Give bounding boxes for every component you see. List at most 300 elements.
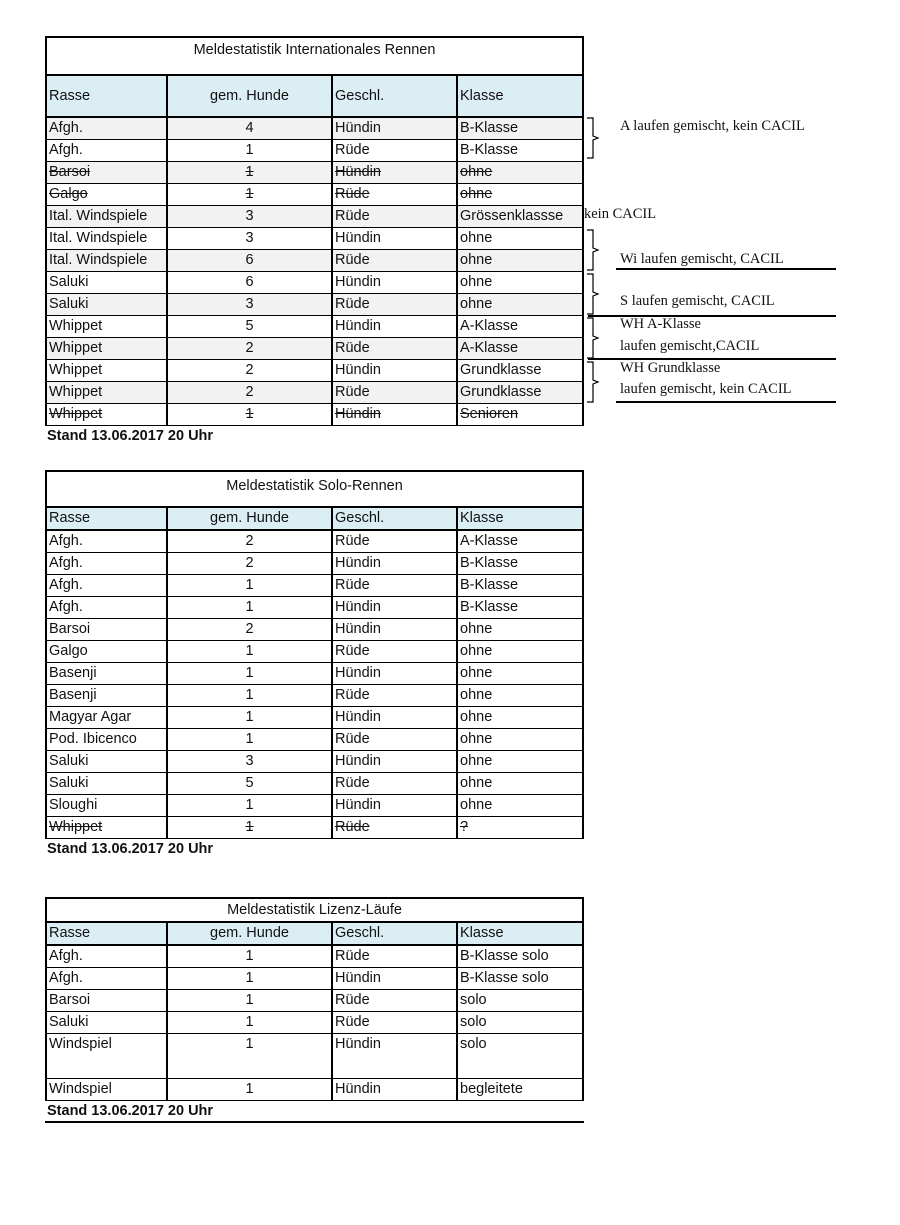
cell-klasse-text: Grundklasse	[460, 362, 542, 378]
cell-geschl-text: Hündin	[335, 555, 381, 571]
table-lizenz	[45, 897, 584, 1101]
cell-rasse	[46, 945, 167, 968]
cell-anzahl	[167, 751, 332, 773]
table-row	[46, 360, 583, 382]
cell-anzahl-text: 1	[245, 665, 254, 681]
cell-klasse-text: A-Klasse	[460, 533, 519, 549]
cell-anzahl	[167, 707, 332, 729]
divider	[616, 268, 836, 270]
cell-rasse	[46, 316, 167, 338]
cell-rasse	[46, 773, 167, 795]
cell-klasse	[457, 641, 583, 663]
cell-rasse	[46, 294, 167, 316]
table-row	[46, 272, 583, 294]
cell-rasse	[46, 272, 167, 294]
cell-klasse-text: B-Klasse	[460, 142, 519, 158]
cell-rasse	[46, 619, 167, 641]
cell-geschl	[332, 1034, 457, 1079]
cell-klasse	[457, 272, 583, 294]
table-row	[46, 404, 583, 426]
cell-rasse-text: Saluki	[49, 296, 89, 312]
cell-klasse-text: Grössenklassse	[460, 208, 564, 224]
cell-geschl-text: Rüde	[335, 775, 370, 791]
cell-klasse	[457, 294, 583, 316]
cell-rasse-text: Whippet	[49, 406, 103, 422]
cell-klasse	[457, 968, 583, 990]
cell-klasse	[457, 663, 583, 685]
table-row	[46, 990, 583, 1012]
cell-geschl	[332, 751, 457, 773]
note-saluki: S laufen gemischt, CACIL	[620, 293, 775, 309]
cell-geschl-text: Hündin	[335, 406, 381, 422]
cell-anzahl	[167, 117, 332, 140]
table-row	[46, 250, 583, 272]
cell-klasse	[457, 597, 583, 619]
cell-geschl	[332, 117, 457, 140]
cell-klasse	[457, 117, 583, 140]
cell-klasse	[457, 250, 583, 272]
cell-klasse	[457, 751, 583, 773]
cell-anzahl-text: 1	[245, 142, 254, 158]
cell-anzahl	[167, 184, 332, 206]
cell-rasse	[46, 663, 167, 685]
cell-klasse-text: Senioren	[460, 406, 519, 422]
column-header: gem. Hunde	[167, 75, 332, 117]
cell-rasse	[46, 140, 167, 162]
table-row	[46, 117, 583, 140]
cell-anzahl-text: 1	[245, 819, 254, 835]
cell-klasse-text: B-Klasse	[460, 599, 519, 615]
cell-rasse-text: Whippet	[49, 318, 103, 334]
cell-geschl	[332, 530, 457, 553]
cell-geschl	[332, 817, 457, 839]
cell-geschl-text: Rüde	[335, 533, 370, 549]
table-solo-container	[45, 470, 582, 859]
cell-anzahl	[167, 968, 332, 990]
cell-anzahl-text: 1	[245, 164, 254, 180]
cell-klasse-text: ohne	[460, 230, 493, 246]
cell-klasse-text: Grundklasse	[460, 384, 542, 400]
cell-geschl	[332, 685, 457, 707]
cell-geschl-text: Hündin	[335, 970, 381, 986]
note-ital-groesse: kein CACIL	[584, 206, 657, 222]
cell-anzahl	[167, 597, 332, 619]
cell-klasse-text: ohne	[460, 621, 493, 637]
table-row	[46, 1012, 583, 1034]
cell-geschl	[332, 663, 457, 685]
table-row	[46, 817, 583, 839]
cell-rasse	[46, 729, 167, 751]
column-header: Rasse	[46, 507, 167, 530]
cell-geschl-text: Hündin	[335, 621, 381, 637]
cell-rasse	[46, 117, 167, 140]
cell-anzahl-text: 1	[245, 599, 254, 615]
cell-rasse	[46, 968, 167, 990]
cell-rasse-text: Pod. Ibicenco	[49, 731, 137, 747]
cell-geschl	[332, 597, 457, 619]
cell-anzahl-text: 2	[245, 340, 254, 356]
cell-rasse	[46, 162, 167, 184]
cell-anzahl-text: 4	[245, 120, 254, 136]
cell-klasse-text: A-Klasse	[460, 318, 519, 334]
cell-rasse	[46, 641, 167, 663]
cell-geschl-text: Hündin	[335, 318, 381, 334]
cell-anzahl-text: 1	[245, 406, 254, 422]
cell-klasse	[457, 553, 583, 575]
cell-anzahl	[167, 685, 332, 707]
cell-klasse-text: A-Klasse	[460, 340, 519, 356]
table-row	[46, 641, 583, 663]
table-row	[46, 206, 583, 228]
cell-anzahl-text: 1	[245, 1036, 254, 1052]
cell-rasse	[46, 404, 167, 426]
table-row	[46, 597, 583, 619]
cell-geschl	[332, 795, 457, 817]
cell-rasse	[46, 817, 167, 839]
cell-rasse-text: Ital. Windspiele	[49, 208, 148, 224]
cell-klasse	[457, 338, 583, 360]
cell-geschl-text: Hündin	[335, 599, 381, 615]
table-row	[46, 294, 583, 316]
column-header: Geschl.	[332, 507, 457, 530]
cell-klasse-text: B-Klasse	[460, 555, 519, 571]
bracket-saluki	[585, 272, 605, 316]
table-row	[46, 162, 583, 184]
cell-rasse-text: Sloughi	[49, 797, 98, 813]
cell-klasse	[457, 382, 583, 404]
cell-klasse	[457, 945, 583, 968]
cell-geschl	[332, 404, 457, 426]
cell-klasse-text: solo	[460, 1014, 487, 1030]
cell-rasse	[46, 1079, 167, 1101]
cell-anzahl	[167, 773, 332, 795]
cell-klasse	[457, 184, 583, 206]
cell-rasse-text: Galgo	[49, 186, 88, 202]
cell-anzahl-text: 1	[245, 709, 254, 725]
cell-rasse-text: Ital. Windspiele	[49, 230, 148, 246]
table-row	[46, 382, 583, 404]
cell-rasse	[46, 1012, 167, 1034]
cell-rasse-text: Saluki	[49, 775, 89, 791]
cell-rasse	[46, 990, 167, 1012]
cell-anzahl-text: 3	[245, 208, 254, 224]
column-header: Klasse	[457, 75, 583, 117]
table-row	[46, 575, 583, 597]
cell-geschl	[332, 360, 457, 382]
cell-klasse-text: ohne	[460, 775, 493, 791]
cell-geschl-text: Rüde	[335, 252, 370, 268]
stand-label: Stand 13.06.2017 20 Uhr	[47, 841, 214, 857]
cell-anzahl	[167, 360, 332, 382]
table-row	[46, 1079, 583, 1101]
cell-anzahl-text: 2	[245, 555, 254, 571]
cell-geschl-text: Hündin	[335, 230, 381, 246]
note-wh-g-line2: laufen gemischt, kein CACIL	[620, 381, 792, 397]
cell-klasse	[457, 1079, 583, 1101]
cell-rasse	[46, 795, 167, 817]
cell-rasse-text: Whippet	[49, 362, 103, 378]
cell-anzahl-text: 1	[245, 687, 254, 703]
table-row	[46, 773, 583, 795]
cell-klasse	[457, 316, 583, 338]
cell-klasse	[457, 817, 583, 839]
cell-anzahl	[167, 530, 332, 553]
table-row	[46, 795, 583, 817]
cell-geschl-text: Hündin	[335, 797, 381, 813]
cell-rasse	[46, 530, 167, 553]
stand-label: Stand 13.06.2017 20 Uhr	[45, 1101, 584, 1123]
cell-klasse-text: ohne	[460, 709, 493, 725]
cell-klasse-text: ohne	[460, 687, 493, 703]
cell-klasse	[457, 619, 583, 641]
cell-klasse	[457, 990, 583, 1012]
table-row	[46, 338, 583, 360]
cell-anzahl	[167, 729, 332, 751]
cell-geschl	[332, 1012, 457, 1034]
cell-rasse-text: Magyar Agar	[49, 709, 132, 725]
cell-klasse	[457, 360, 583, 382]
cell-klasse-text: begleitete	[460, 1081, 523, 1097]
cell-klasse	[457, 729, 583, 751]
cell-anzahl-text: 2	[245, 621, 254, 637]
column-header: gem. Hunde	[167, 507, 332, 530]
table-lizenz-container	[45, 897, 582, 1123]
cell-geschl	[332, 729, 457, 751]
cell-anzahl	[167, 228, 332, 250]
cell-rasse-text: Afgh.	[49, 599, 83, 615]
cell-anzahl	[167, 162, 332, 184]
cell-geschl-text: Hündin	[335, 1036, 381, 1052]
cell-klasse-text: B-Klasse	[460, 577, 519, 593]
cell-geschl-text: Hündin	[335, 709, 381, 725]
table-row	[46, 1034, 583, 1079]
cell-rasse-text: Saluki	[49, 1014, 89, 1030]
cell-rasse	[46, 575, 167, 597]
cell-geschl	[332, 773, 457, 795]
bracket-wh-a	[585, 316, 605, 360]
cell-rasse	[46, 228, 167, 250]
cell-anzahl-text: 1	[245, 970, 254, 986]
table-international-container	[45, 36, 582, 446]
cell-geschl-text: Rüde	[335, 296, 370, 312]
table-international	[45, 36, 584, 426]
table-row	[46, 685, 583, 707]
table-row	[46, 707, 583, 729]
cell-anzahl-text: 1	[245, 577, 254, 593]
note-afgh: A laufen gemischt, kein CACIL	[620, 118, 805, 134]
note-wi: Wi laufen gemischt, CACIL	[620, 251, 784, 267]
cell-klasse	[457, 707, 583, 729]
cell-anzahl	[167, 575, 332, 597]
cell-geschl	[332, 338, 457, 360]
cell-geschl	[332, 707, 457, 729]
cell-klasse-text: ?	[460, 819, 469, 835]
column-header: Rasse	[46, 922, 167, 945]
cell-geschl	[332, 228, 457, 250]
cell-geschl	[332, 206, 457, 228]
cell-klasse-text: ohne	[460, 665, 493, 681]
cell-rasse-text: Afgh.	[49, 555, 83, 571]
cell-klasse-text: ohne	[460, 186, 493, 202]
bracket-wh-g	[585, 360, 605, 404]
cell-anzahl-text: 3	[245, 230, 254, 246]
cell-rasse-text: Ital. Windspiele	[49, 252, 148, 268]
cell-geschl-text: Rüde	[335, 208, 370, 224]
cell-anzahl-text: 1	[245, 797, 254, 813]
cell-geschl	[332, 272, 457, 294]
column-header: Klasse	[457, 507, 583, 530]
cell-anzahl-text: 1	[245, 643, 254, 659]
cell-rasse-text: Barsoi	[49, 621, 91, 637]
table-row	[46, 729, 583, 751]
cell-anzahl	[167, 945, 332, 968]
cell-klasse	[457, 795, 583, 817]
cell-rasse-text: Basenji	[49, 687, 97, 703]
cell-anzahl	[167, 206, 332, 228]
column-header: Geschl.	[332, 922, 457, 945]
cell-rasse	[46, 597, 167, 619]
cell-geschl-text: Rüde	[335, 1014, 370, 1030]
table-row	[46, 663, 583, 685]
table-row	[46, 945, 583, 968]
cell-rasse-text: Afgh.	[49, 120, 83, 136]
cell-anzahl	[167, 795, 332, 817]
cell-anzahl-text: 1	[245, 1081, 254, 1097]
cell-anzahl-text: 1	[245, 948, 254, 964]
cell-klasse-text: solo	[460, 992, 487, 1008]
cell-rasse-text: Windspiel	[49, 1036, 112, 1052]
cell-rasse-text: Saluki	[49, 274, 89, 290]
cell-geschl	[332, 162, 457, 184]
cell-klasse	[457, 404, 583, 426]
cell-klasse-text: B-Klasse solo	[460, 970, 549, 986]
cell-klasse-text: B-Klasse	[460, 120, 519, 136]
cell-rasse-text: Barsoi	[49, 164, 91, 180]
note-wh-g-line1: WH Grundklasse	[620, 360, 721, 376]
column-header: Klasse	[457, 922, 583, 945]
table-row	[46, 316, 583, 338]
cell-klasse-text: ohne	[460, 252, 493, 268]
table-row	[46, 228, 583, 250]
cell-klasse	[457, 530, 583, 553]
cell-rasse-text: Whippet	[49, 384, 103, 400]
cell-anzahl	[167, 404, 332, 426]
cell-geschl	[332, 968, 457, 990]
cell-klasse	[457, 162, 583, 184]
bracket-afgh	[585, 116, 605, 160]
cell-rasse	[46, 553, 167, 575]
cell-geschl-text: Rüde	[335, 819, 370, 835]
column-header: gem. Hunde	[167, 922, 332, 945]
cell-rasse-text: Afgh.	[49, 970, 83, 986]
cell-klasse-text: solo	[460, 1036, 487, 1052]
table-title: Meldestatistik Lizenz-Läufe	[46, 898, 583, 922]
cell-geschl	[332, 250, 457, 272]
cell-rasse-text: Windspiel	[49, 1081, 112, 1097]
cell-anzahl-text: 2	[245, 362, 254, 378]
cell-geschl-text: Rüde	[335, 731, 370, 747]
cell-geschl	[332, 553, 457, 575]
cell-anzahl	[167, 294, 332, 316]
cell-anzahl-text: 2	[245, 384, 254, 400]
cell-rasse	[46, 338, 167, 360]
cell-rasse-text: Afgh.	[49, 142, 83, 158]
cell-geschl	[332, 945, 457, 968]
cell-anzahl	[167, 817, 332, 839]
cell-geschl	[332, 641, 457, 663]
cell-anzahl-text: 3	[245, 296, 254, 312]
cell-anzahl	[167, 990, 332, 1012]
cell-anzahl	[167, 140, 332, 162]
cell-rasse	[46, 184, 167, 206]
cell-geschl	[332, 184, 457, 206]
cell-rasse	[46, 707, 167, 729]
cell-anzahl-text: 1	[245, 1014, 254, 1030]
cell-rasse-text: Galgo	[49, 643, 88, 659]
cell-rasse-text: Barsoi	[49, 992, 91, 1008]
cell-geschl-text: Rüde	[335, 992, 370, 1008]
cell-klasse-text: ohne	[460, 797, 493, 813]
cell-rasse-text: Saluki	[49, 753, 89, 769]
table-row	[46, 530, 583, 553]
cell-anzahl-text: 3	[245, 753, 254, 769]
cell-geschl	[332, 316, 457, 338]
note-wh-a-line2: laufen gemischt,CACIL	[620, 338, 760, 354]
cell-anzahl-text: 5	[245, 775, 254, 791]
table-title: Meldestatistik Internationales Rennen	[46, 37, 583, 75]
cell-geschl	[332, 294, 457, 316]
cell-klasse-text: ohne	[460, 296, 493, 312]
cell-klasse-text: ohne	[460, 731, 493, 747]
bracket-wi	[585, 228, 605, 272]
cell-rasse	[46, 751, 167, 773]
table-row	[46, 553, 583, 575]
table-title: Meldestatistik Solo-Rennen	[46, 471, 583, 507]
cell-anzahl-text: 5	[245, 318, 254, 334]
cell-geschl-text: Rüde	[335, 577, 370, 593]
cell-klasse-text: ohne	[460, 164, 493, 180]
cell-geschl-text: Hündin	[335, 362, 381, 378]
cell-anzahl	[167, 1012, 332, 1034]
cell-klasse	[457, 1034, 583, 1079]
cell-geschl	[332, 990, 457, 1012]
cell-klasse	[457, 228, 583, 250]
table-row	[46, 140, 583, 162]
cell-klasse-text: B-Klasse solo	[460, 948, 549, 964]
cell-rasse-text: Whippet	[49, 819, 103, 835]
cell-anzahl-text: 1	[245, 186, 254, 202]
cell-geschl-text: Rüde	[335, 643, 370, 659]
divider	[616, 401, 836, 403]
cell-rasse-text: Afgh.	[49, 948, 83, 964]
cell-anzahl	[167, 250, 332, 272]
cell-rasse	[46, 250, 167, 272]
cell-geschl-text: Hündin	[335, 274, 381, 290]
table-row	[46, 751, 583, 773]
table-row	[46, 184, 583, 206]
cell-geschl	[332, 382, 457, 404]
cell-klasse	[457, 140, 583, 162]
table-solo	[45, 470, 584, 839]
cell-rasse	[46, 382, 167, 404]
cell-geschl-text: Hündin	[335, 120, 381, 136]
cell-geschl-text: Rüde	[335, 142, 370, 158]
cell-klasse-text: ohne	[460, 643, 493, 659]
cell-anzahl-text: 2	[245, 533, 254, 549]
cell-geschl-text: Rüde	[335, 687, 370, 703]
column-header: Geschl.	[332, 75, 457, 117]
cell-geschl-text: Hündin	[335, 753, 381, 769]
